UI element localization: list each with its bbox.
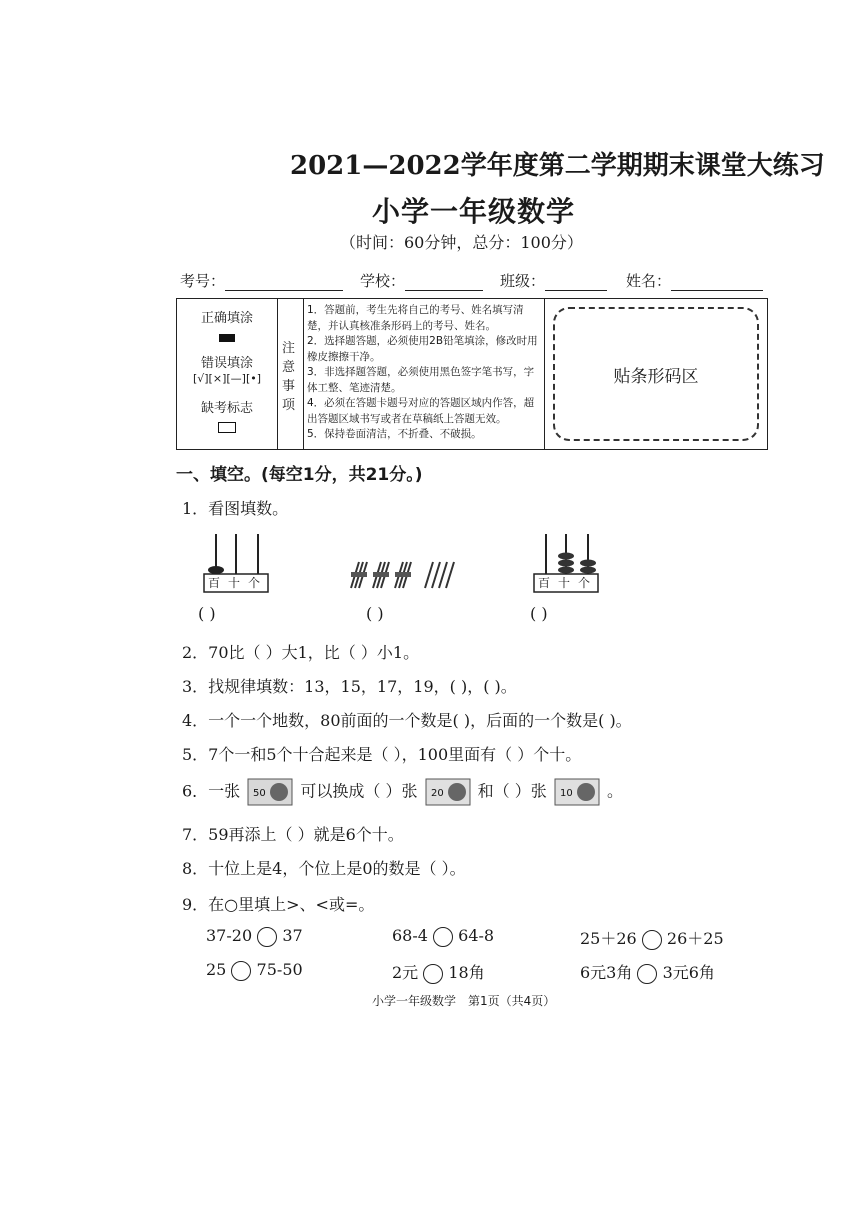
exam-no-label: 考号： <box>180 272 226 290</box>
correct-fill-mark <box>219 334 235 342</box>
compare-item <box>206 926 303 947</box>
fill-legend <box>177 299 278 449</box>
abacus-label-ones: 个 <box>578 576 599 590</box>
answer-blank-abacus-1[interactable]: ( ) <box>198 604 216 623</box>
compare-item <box>392 960 485 984</box>
note-item: 3．非选择题答题，必须使用黑色签字笔书写，字体工整、笔迹清楚。 <box>307 366 535 394</box>
compare-right: 3元6角 <box>662 963 715 982</box>
compare-circle[interactable] <box>257 927 277 947</box>
school-label: 学校： <box>360 272 406 290</box>
question-5: 5．7个一和5个十合起来是（ ），100里面有（ ）个十。 <box>182 745 582 764</box>
compare-right: 64-8 <box>458 926 495 945</box>
notes-heading <box>277 299 304 449</box>
stick-bundles-figure <box>345 558 465 592</box>
banknote-10-icon <box>554 778 600 806</box>
student-info-line <box>180 270 770 294</box>
exam-title: 2021—2022学年度第二学期期末课堂大练习 <box>290 151 825 181</box>
answer-blank-sticks[interactable]: ( ) <box>366 604 384 623</box>
exam-subtitle: 小学一年级数学 <box>372 195 576 228</box>
banknote-20-icon <box>425 778 471 806</box>
note-item: 1．答题前，考生先将自己的考号、姓名填写清楚，并认真核准条形码上的考号、姓名。 <box>307 304 524 332</box>
compare-circle[interactable] <box>637 964 657 984</box>
name-label: 姓名： <box>626 272 672 290</box>
exam-no-field[interactable] <box>180 270 343 291</box>
class-field[interactable] <box>500 270 607 291</box>
note-item: 5．保持卷面清洁，不折叠、不破损。 <box>307 428 482 440</box>
barcode-area <box>553 307 759 441</box>
note-item: 2．选择题答题，必须使用2B铅笔填涂，修改时用橡皮擦擦干净。 <box>307 335 538 363</box>
question-7: 7．59再添上（ ）就是6个十。 <box>182 825 404 844</box>
abacus-label-hundreds: 百 <box>538 576 559 590</box>
question-3: 3．找规律填数：13，15，17，19，( )，( )。 <box>182 677 517 696</box>
barcode-label: 贴条形码区 <box>613 366 699 387</box>
school-field[interactable] <box>360 270 483 291</box>
question-8: 8．十位上是4，个位上是0的数是（ ）。 <box>182 859 466 878</box>
abacus-label-tens: 十 <box>228 576 249 590</box>
correct-fill-label: 正确填涂 <box>200 311 253 326</box>
compare-circle[interactable] <box>231 961 251 981</box>
banknote-50-icon <box>247 778 293 806</box>
question-6-part-a: 6．一张 <box>182 781 241 801</box>
notice-box <box>176 298 768 450</box>
question-4: 4．一个一个地数，80前面的一个数是( )，后面的一个数是( )。 <box>182 711 632 730</box>
question-6-part-d: 。 <box>606 781 623 801</box>
abacus-figure-2 <box>532 528 602 594</box>
banknote-20-value: 20 <box>430 788 444 799</box>
name-blank[interactable] <box>671 274 763 291</box>
wrong-fill-marks: [√][×][—][•] <box>192 372 262 385</box>
absent-label: 缺考标志 <box>200 401 253 416</box>
note-item: 4．必须在答题卡题号对应的答题区域内作答，超出答题区域书写或者在草稿纸上答题无效。 <box>307 397 535 425</box>
question-9: 9．在○里填上>、<或=。 <box>182 895 375 914</box>
school-blank[interactable] <box>405 274 483 291</box>
abacus-label-hundreds: 百 <box>208 576 229 590</box>
notes-heading-char: 意 <box>282 360 296 375</box>
abacus-figure-1 <box>202 528 272 594</box>
compare-item <box>580 960 715 984</box>
compare-right: 26＋25 <box>666 929 724 948</box>
exam-no-blank[interactable] <box>225 274 343 291</box>
class-blank[interactable] <box>545 274 607 291</box>
question-6-part-b: 可以换成（ ）张 <box>300 781 418 801</box>
abacus-label-ones: 个 <box>248 576 269 590</box>
compare-left: 6元3角 <box>580 963 633 982</box>
compare-right: 18角 <box>448 963 485 982</box>
compare-right: 37 <box>282 926 303 945</box>
page-footer: 小学一年级数学 第1页（共4页） <box>372 994 556 1008</box>
class-label: 班级： <box>500 272 546 290</box>
wrong-fill-label: 错误填涂 <box>200 356 253 371</box>
compare-left: 25＋26 <box>580 929 637 948</box>
abacus-label-tens: 十 <box>558 576 579 590</box>
question-2: 2．70比（ ）大1，比（ ）小1。 <box>182 643 420 662</box>
compare-item <box>206 960 303 981</box>
name-field[interactable] <box>626 270 763 291</box>
notes-list <box>303 299 545 449</box>
time-info: （时间：60分钟，总分：100分） <box>340 233 583 252</box>
compare-left: 2元 <box>392 963 419 982</box>
absent-checkbox[interactable] <box>218 422 236 433</box>
compare-left: 37-20 <box>206 926 253 945</box>
notes-heading-char: 项 <box>282 398 296 413</box>
question-6-part-c: 和（ ）张 <box>477 781 547 801</box>
compare-circle[interactable] <box>433 927 453 947</box>
barcode-column <box>545 299 767 449</box>
stick-bundles-icon <box>345 558 465 592</box>
compare-left: 68-4 <box>392 926 428 945</box>
answer-blank-abacus-2[interactable]: ( ) <box>530 604 548 623</box>
notes-heading-char: 注 <box>282 341 296 356</box>
question-6 <box>182 778 623 806</box>
section-1-title: 一、填空。(每空1分，共21分。) <box>176 465 423 485</box>
compare-right: 75-50 <box>256 960 303 979</box>
banknote-10-value: 10 <box>559 788 573 799</box>
compare-item <box>580 926 724 950</box>
notes-heading-char: 事 <box>282 379 296 394</box>
banknote-50-value: 50 <box>253 788 267 799</box>
compare-item <box>392 926 494 947</box>
compare-circle[interactable] <box>423 964 443 984</box>
compare-circle[interactable] <box>642 930 662 950</box>
question-1: 1．看图填数。 <box>182 499 289 518</box>
compare-left: 25 <box>206 960 227 979</box>
